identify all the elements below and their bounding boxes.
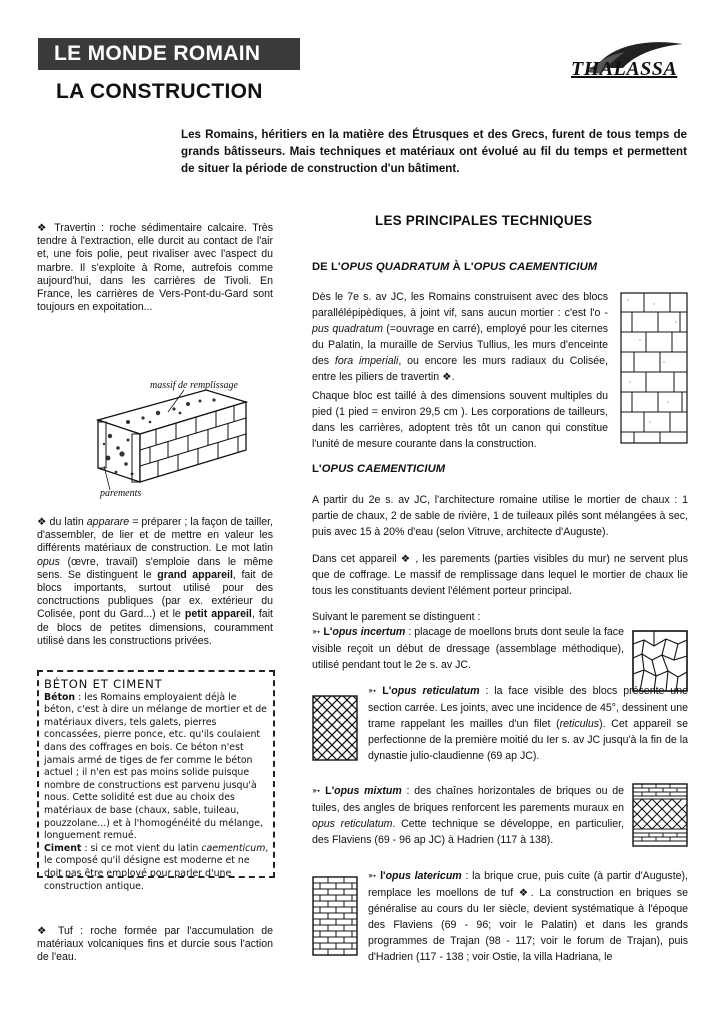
appareil-text-2: = préparer ; la façon de tailler, d'assembler, de lier et de mettre en valeur les différents matériaux de construction. Le mot latin — [37, 516, 273, 555]
appareil-text-3: (œvre, travail) s'emploie dans le même sens. Se distinguent le — [37, 555, 273, 581]
caementicium-paragraph-1: A partir du 2e s. av JC, l'architecture romaine utilise le mortier de chaux : 1 partie de chaux, 2 de sable de rivière, 1 de tuileaux pilés sont mélangées à sec, puis avec 15 à 20% d'eau (selon Vitruve, architecte d'Auguste). — [312, 494, 688, 538]
quadratum-paragraph-2: Chaque bloc est taillé à des dimensions souvent multiples du pied (1 pied = environ 29,5 cm ). Les corporations de tailleurs, dans les carrières, adoptent très tôt un canon qui constitue l'unité de mesure courante dans la construction. — [312, 390, 608, 450]
incertum-text: : placage de moellons bruts dont seule la face visible reçoit un début de dressage (assemblage méthodique), utilisé pendant tout le 2e s. av JC. — [312, 626, 624, 671]
appareil-text-4: , fait de blocs importants, surtout utilisé pour des conctructions publiques (par ex. extérieur du Colisée, pont du Gard...) et le — [37, 568, 273, 621]
intro-paragraph: Les Romains, héritiers en la matière des Étrusques et des Grecs, furent de tous temps de grands bâtisseurs. Mais techniques et matériaux ont évolué au fil du temps et permettent de situer la période de construction d'un bâtiment. — [181, 128, 687, 175]
bullet-arrow-icon: ➳ — [368, 871, 377, 882]
incertum-label-a: L' — [320, 626, 333, 638]
caementicium-paragraph-3: Suivant le parement se distinguent : — [312, 611, 481, 623]
bullet-arrow-icon: ➳ — [368, 686, 377, 697]
subheading-2a: L' — [312, 463, 322, 475]
bullet-arrow-icon: ➳ — [312, 627, 321, 638]
q1-italic-2: fora imperiali — [334, 355, 399, 367]
reticulatum-text-1: : la face visible des blocs présente une section carrée. Les joints, avec une incidence de 45°, dessinent une trame rappelant les mailles d'un filet ( — [368, 685, 688, 730]
section-heading-techniques: LES PRINCIPALES TECHNIQUES — [375, 213, 593, 228]
travertin-note: ❖ Travertin : roche sédimentaire calcaire. Très tendre à l'extraction, elle durcit au contact de l'air et, une fois polie, peut rivaliser avec l'aspect du marbre. Il s'exploite à Rome, autrefois comme aujourd'hui, dans les carrières de Tivoli. En France, les carrières de Vers-Pont-du-Gard sont toujours en expoitation... — [37, 222, 273, 314]
beton-ciment-box — [37, 670, 275, 892]
q1-italic-1: pus quadratum — [312, 323, 383, 335]
q1-text-a: Dès le 7e s. av JC, les Romains construisent avec des blocs parallélépipèdiques, à joint vif, sans aucun mortier : c'est l'o - — [312, 291, 608, 319]
mixtum-text-1: : des chaînes horizontales de briques ou de tuiles, des angles de briques renforcent les parements muraux en — [312, 785, 624, 814]
mixtum-italic: opus reticulatum — [312, 818, 393, 830]
opus-quadratum-illustration — [620, 292, 688, 444]
wall-cross-section-figure — [88, 378, 268, 500]
page-subtitle: LA CONSTRUCTION — [56, 80, 263, 103]
opus-reticulatum-illustration — [312, 695, 358, 761]
opus-incertum-item — [312, 624, 624, 673]
beton-text: : les Romains employaient déjà le béton, c'est à dire un mélange de mortier et de matériaux divers, tels galets, pierres concassées, pierre ponce, etc. qu'ils coulaient dans des coffrages en bois. Ce béton n'est jamais armé de tiges de fer comme le béton actuel ; il n'en est pas moins solide puisque nombre de constructions est parvenu jusqu'à nous. Cette solidité est due au choix des matériaux de base (chaux, sable, tuileau, pouzzolane...) et à l'homogénéité du mélange, longuement remué. — [44, 691, 267, 842]
mixtum-label-a: L' — [320, 785, 335, 797]
mixtum-text-2: . Cette technique se développe, en particulier, des Flaviens (69 - 96 ap JC) à Hadrien (117 à 138). — [312, 818, 624, 846]
figure-label-massif: massif de remplissage — [150, 380, 238, 391]
page-title: LE MONDE ROMAIN — [54, 42, 261, 65]
reticulatum-label-a: L' — [376, 685, 392, 697]
reticulatum-italic: reticulus — [559, 718, 600, 730]
opus-latericum-illustration — [312, 876, 358, 956]
incertum-label-b: opus incertum — [332, 626, 406, 638]
subheading-1c: À L' — [449, 261, 474, 273]
subheading-1a: DE L' — [312, 261, 341, 273]
subheading-2b: OPUS CAEMENTICIUM — [321, 463, 446, 475]
subheading-caementicium — [312, 463, 445, 475]
latericum-label-a: l' — [376, 870, 386, 882]
bullet-arrow-icon: ➳ — [312, 786, 321, 797]
appareil-bold-grand: grand appareil — [157, 568, 233, 581]
appareil-italic-2: opus — [37, 555, 60, 568]
beton-box-body — [44, 692, 269, 894]
latericum-label-b: opus latericum — [385, 870, 462, 882]
reticulatum-label-b: opus reticulatum — [391, 685, 480, 697]
thalassa-logo-text: THALASSA — [571, 58, 678, 80]
appareil-italic-1: apparare — [86, 516, 130, 528]
figure-label-parements: parements — [100, 488, 142, 499]
beton-box-title: BÉTON ET CIMENT — [44, 677, 163, 691]
appareil-note — [37, 516, 273, 648]
beton-label: Béton — [44, 691, 76, 703]
subheading-quadratum — [312, 261, 597, 273]
reticulatum-text-2: ). Cet appareil se perfectionne de la première moitié du Ier s. av JC jusqu'à la fin de la dynastie julio-claudienne (69 ap JC). — [368, 718, 688, 762]
quadratum-paragraph-1 — [312, 289, 608, 385]
subheading-1b: OPUS QUADRATUM — [340, 261, 450, 273]
caementicium-paragraph-2: Dans cet appareil ❖ , les parements (parties visibles du mur) ne servent plus que de coffrage. Le massif de remplissage dans lequel le mortier de chaux lie tous les constituants devient l'élément porteur principal. — [312, 553, 688, 597]
appareil-bold-petit: petit appareil — [184, 608, 252, 621]
mixtum-label-b: opus mixtum — [334, 785, 402, 797]
opus-latericum-item — [368, 868, 688, 965]
ciment-label: Ciment — [44, 842, 82, 854]
opus-reticulatum-item — [368, 683, 688, 764]
appareil-text-5: , fait de blocs de petites dimensions, couramment utilisé dans les constructions privées. — [37, 608, 273, 647]
ciment-italic: caementicum — [201, 842, 266, 854]
appareil-text-1: ❖ du latin — [37, 516, 87, 528]
opus-mixtum-item — [312, 783, 624, 848]
ciment-text-1: : si ce mot vient du latin — [81, 842, 202, 854]
q1-text-b: (=ouvrage en carré), employé pour les citernes du Palatin, la muraille de Servius Tullius, les murs d'enceinte des — [312, 323, 609, 367]
q1-text-c: , ou encore les murs radiaux du Colisée, entre les piliers de travertin ❖. — [312, 355, 609, 383]
opus-mixtum-illustration — [632, 783, 688, 847]
ciment-text-2: , le composé qu'il désigne est moderne et ne doit pas être employé pour parler d'une construction antique. — [44, 842, 269, 892]
tuf-note: ❖ Tuf : roche formée par l'accumulation de matériaux volcaniques fins et durcie sous l'action de l'eau. — [37, 925, 273, 964]
latericum-text: : la brique crue, puis cuite (à partir d'Auguste), remplace les moellons de tuf ❖. La construction en briques se généralise au cours du Ier siècle, devient systématique à l'époque des Flaviens (69 - 96; voir le Palatin) et dans les grands programmes de Trajan (98 - 117; voir le forum de Trajan), puis d'Hadrien (117 - 138 ; voir Ostie, la villa Hadriana, le — [368, 870, 689, 963]
page-title-bar — [38, 38, 300, 70]
subheading-1d: OPUS CAEMENTICIUM — [473, 261, 598, 273]
